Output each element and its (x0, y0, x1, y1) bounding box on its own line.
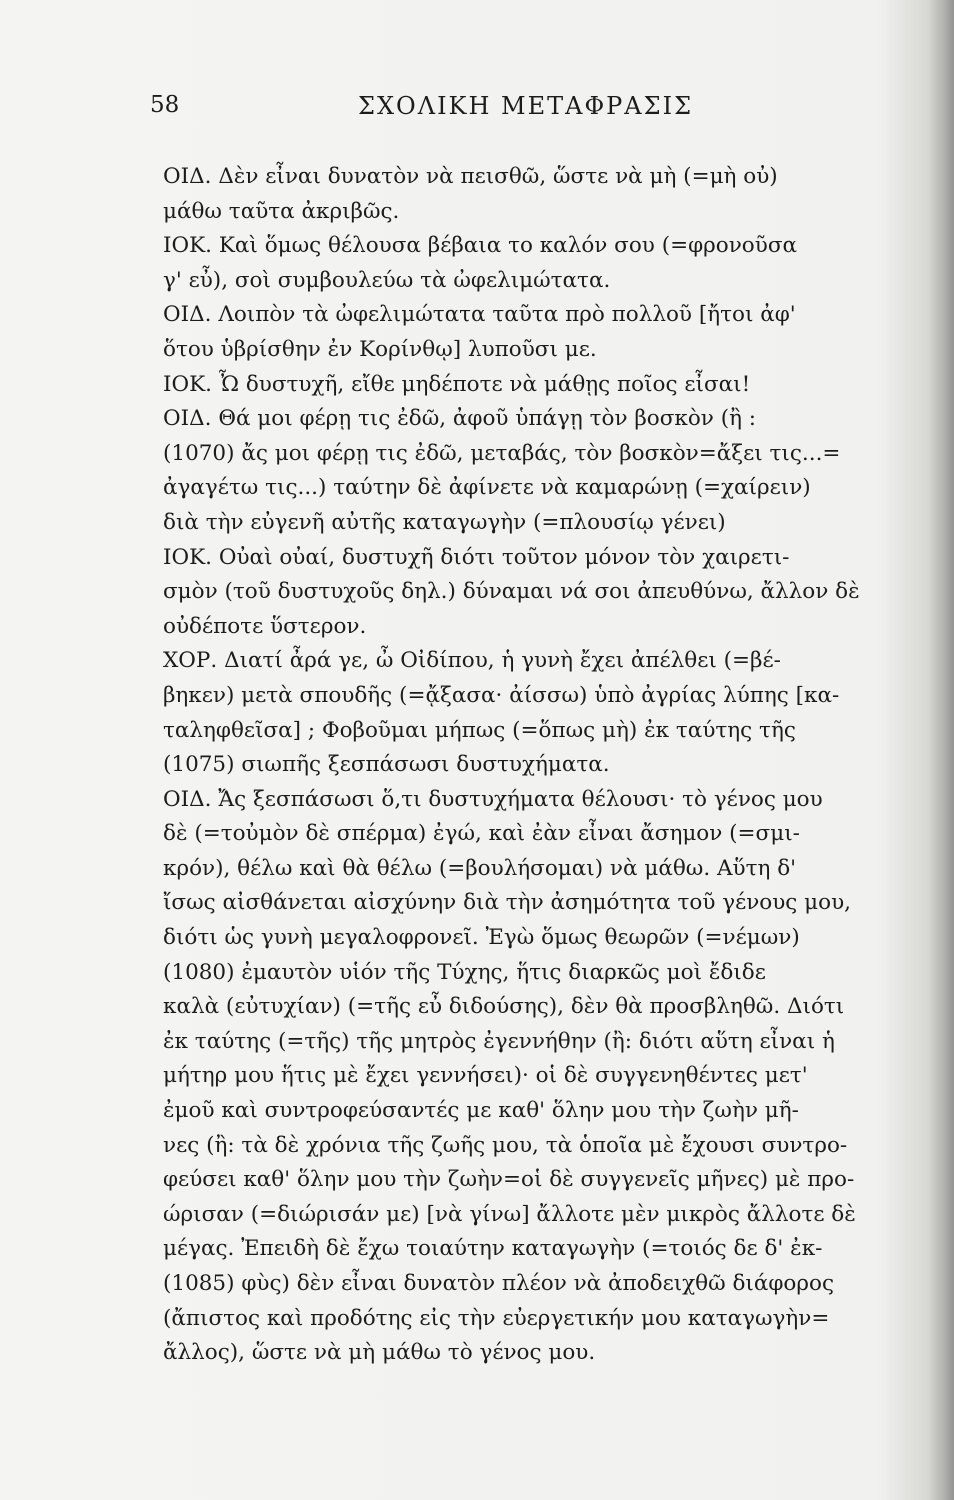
text-line: (1070) ἄς μοι φέρῃ τις ἐδῶ, μεταβάς, τὸν βοσκὸν=ἄξει τις...= (163, 440, 841, 466)
text-line: μέγας. Ἐπειδὴ δὲ ἔχω τοιαύτην καταγωγὴν (=τοιός δε δ' ἐκ- (163, 1236, 823, 1262)
text-line: (ἄπιστος καὶ προδότης εἰς τὴν εὐεργετικήν μου καταγωγὴν= (163, 1305, 830, 1331)
text-line: (1075) σιωπῆς ξεσπάσωσι δυστυχήματα. (163, 752, 610, 778)
body-text (163, 160, 935, 1371)
text-line: μήτηρ μου ἥτις μὲ ἔχει γεννήσει)· οἱ δὲ συγγενηθέντες μετ' (163, 1063, 808, 1089)
page-header (150, 92, 850, 132)
text-line: ΟΙΔ. Λοιπὸν τὰ ὠφελιμώτατα ταῦτα πρὸ πολλοῦ [ἤτοι ἀφ' (163, 302, 796, 328)
page-edge-shadow (928, 0, 954, 1500)
text-line: οὐδέποτε ὕστερον. (163, 613, 367, 639)
text-line: ἴσως αἰσθάνεται αἰσχύνην διὰ τὴν ἀσημότητα τοῦ γένους μου, (163, 890, 851, 916)
text-line: δὲ (=τοὐμὸν δὲ σπέρμα) ἐγώ, καὶ ἐὰν εἶναι ἄσημον (=σμι- (163, 821, 800, 847)
text-line: ΙΟΚ. Ὦ δυστυχῆ, εἴθε μηδέποτε νὰ μάθῃς ποῖος εἶσαι! (163, 371, 751, 397)
text-line: (1085) φὺς) δὲν εἶναι δυνατὸν πλέον νὰ ἀποδειχθῶ διάφορος (163, 1271, 834, 1296)
text-line: ὅτου ὑβρίσθην ἐν Κορίνθῳ] λυποῦσι με. (163, 336, 597, 362)
text-line: μάθω ταῦτα ἀκριβῶς. (163, 198, 400, 224)
running-title: ΣΧΟΛΙΚΗ ΜΕΤΑΦΡΑΣΙΣ (358, 92, 694, 120)
text-line: κρόν), θέλω καὶ θὰ θέλω (=βουλήσομαι) νὰ μάθω. Αὕτη δ' (163, 855, 797, 881)
text-line: ΟΙΔ. Δὲν εἶναι δυνατὸν νὰ πεισθῶ, ὥστε νὰ μὴ (=μὴ οὐ) (163, 164, 778, 189)
text-line: διὰ τὴν εὐγενῆ αὐτῆς καταγωγὴν (=πλουσίῳ γένει) (163, 509, 726, 535)
text-line: ΟΙΔ. Ἄς ξεσπάσωσι ὅ,τι δυστυχήματα θέλουσι· τὸ γένος μου (163, 786, 823, 812)
text-line: ἀγαγέτω τις...) ταύτην δὲ ἀφίνετε νὰ καμαρώνῃ (=χαίρειν) (163, 475, 811, 501)
page-number: 58 (150, 92, 180, 118)
text-line: ἄλλος), ὥστε νὰ μὴ μάθω τὸ γένος μου. (163, 1340, 596, 1366)
text-line: διότι ὡς γυνὴ μεγαλοφρονεῖ. Ἐγὼ ὅμως θεωρῶν (=νέμων) (163, 925, 800, 951)
text-line: ἐκ ταύτης (=τῆς) τῆς μητρὸς ἐγεννήθην (ἢ: διότι αὕτη εἶναι ἡ (163, 1028, 835, 1054)
text-line: ἐμοῦ καὶ συντροφεύσαντές με καθ' ὅλην μου τὴν ζωὴν μῆ- (163, 1098, 799, 1124)
text-line: ΙΟΚ. Καὶ ὅμως θέλουσα βέβαια το καλόν σου (=φρονοῦσα (163, 233, 798, 259)
text-line: ΙΟΚ. Οὐαὶ οὐαί, δυστυχῆ διότι τοῦτον μόνον τὸν χαιρετι- (163, 544, 790, 570)
text-line: ΟΙΔ. Θά μοι φέρῃ τις ἐδῶ, ἀφοῦ ὑπάγῃ τὸν βοσκὸν (ἢ : (163, 406, 757, 432)
text-line: ώρισαν (=διώρισάν με) [νὰ γίνω] ἄλλοτε μὲν μικρὸς ἄλλοτε δὲ (163, 1201, 856, 1227)
text-line: (1080) ἐμαυτὸν υἱόν τῆς Τύχης, ἥτις διαρκῶς μοὶ ἔδιδε (163, 959, 766, 985)
text-line: φεύσει καθ' ὅλην μου τὴν ζωὴν=οἱ δὲ συγγενεῖς μῆνες) μὲ προ- (163, 1167, 855, 1193)
text-line: ταληφθεῖσα] ; Φοβοῦμαι μήπως (=ὅπως μὴ) ἐκ ταύτης τῆς (163, 717, 796, 743)
text-line: νες (ἢ: τὰ δὲ χρόνια τῆς ζωῆς μου, τὰ ὁποῖα μὲ ἔχουσι συντρο- (163, 1132, 848, 1158)
text-line: καλὰ (εὐτυχίαν) (=τῆς εὖ διδούσης), δὲν θὰ προσβληθῶ. Διότι (163, 994, 845, 1020)
text-line: σμὸν (τοῦ δυστυχοῦς δηλ.) δύναμαι νά σοι ἀπευθύνω, ἄλλον δὲ (163, 579, 860, 605)
text-line: ΧΟΡ. Διατί ἆρά γε, ὦ Οἰδίπου, ἡ γυνὴ ἔχει ἀπέλθει (=βέ- (163, 648, 781, 674)
text-line: γ' εὖ), σοὶ συμβουλεύω τὰ ὠφελιμώτατα. (163, 267, 611, 293)
text-line: βηκεν) μετὰ σπουδῆς (=ᾄξασα· ἀίσσω) ὑπὸ ἀγρίας λύπης [κα- (163, 682, 840, 708)
